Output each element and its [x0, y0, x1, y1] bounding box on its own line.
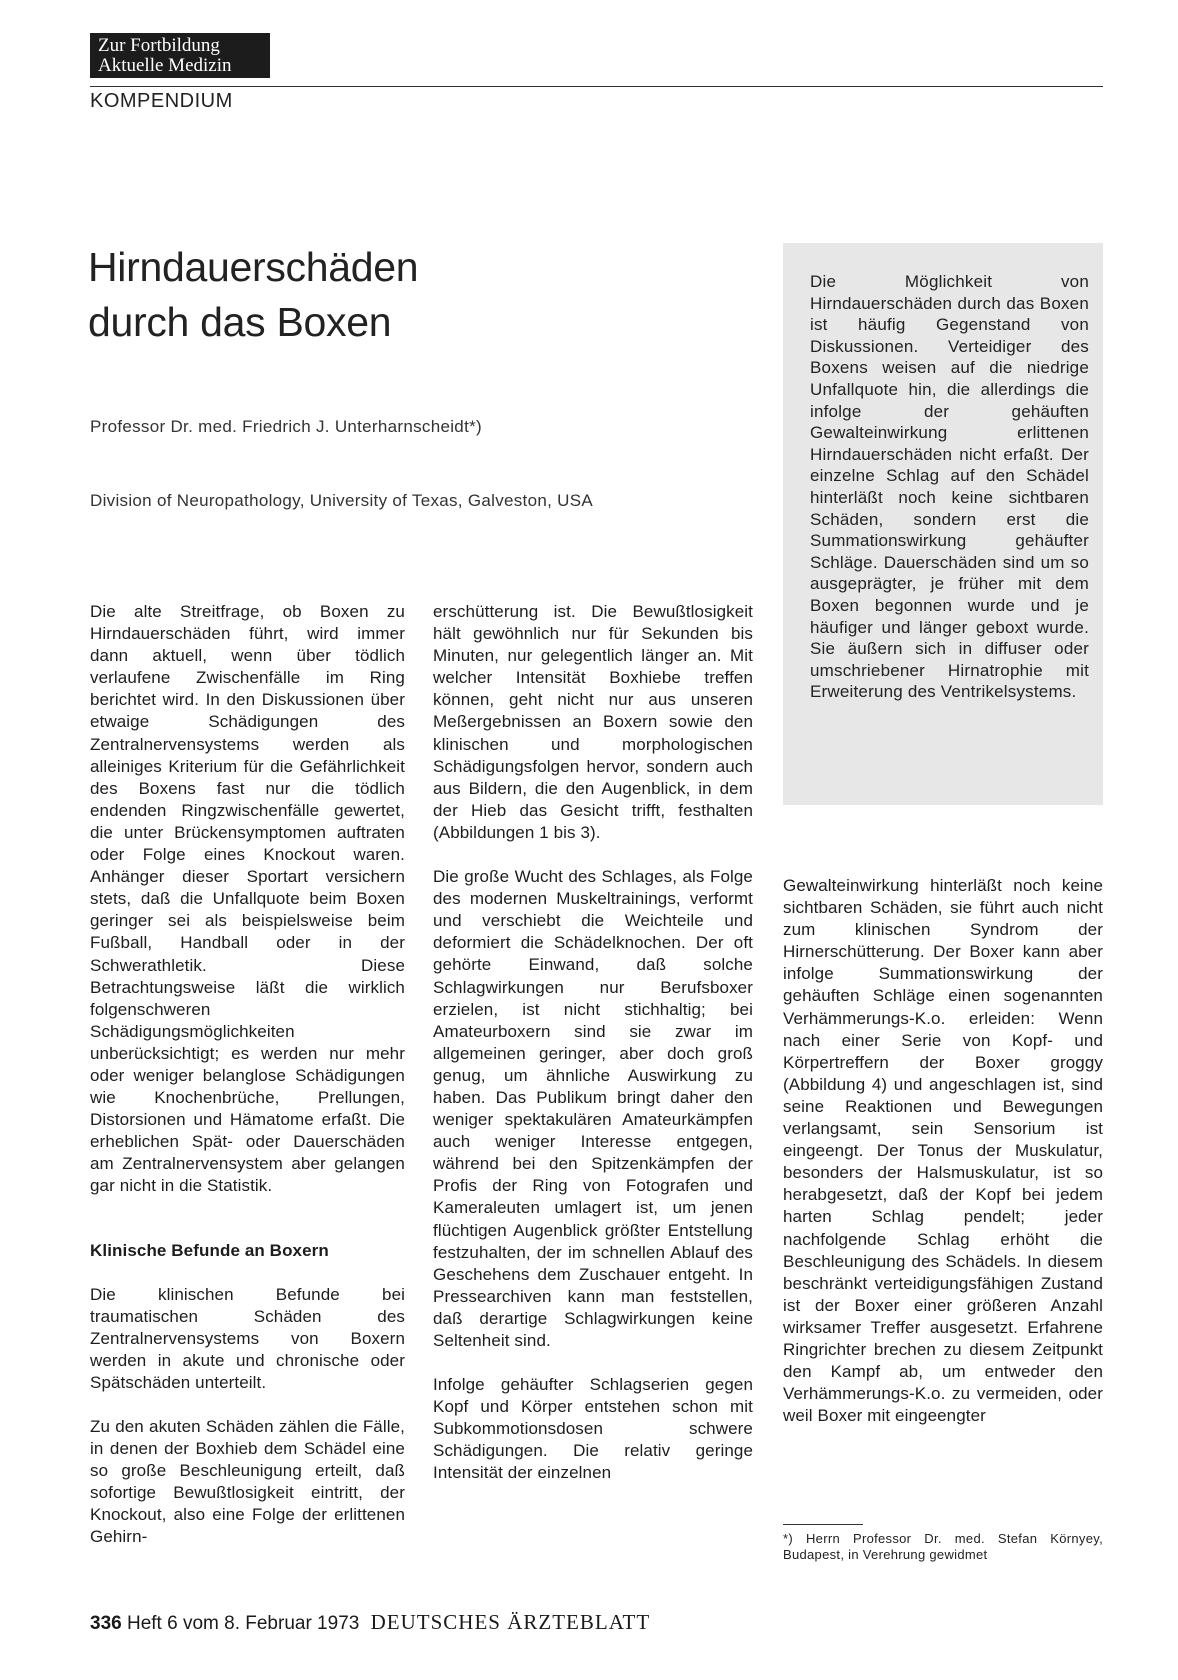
author-line: Professor Dr. med. Friedrich J. Unterharnscheidt*): [90, 417, 482, 436]
article-title: [88, 240, 418, 350]
section-label: KOMPENDIUM: [90, 90, 233, 112]
series-label-line2: Aktuelle Medizin: [98, 55, 232, 76]
header-rule: [90, 86, 1103, 87]
body-column-3: [783, 875, 1103, 1427]
body-column-1: [90, 601, 405, 1549]
body-column-2: [433, 601, 753, 1485]
abstract-text: Die Möglichkeit von Hirndauerschäden durch das Boxen ist häufig Gegenstand von Diskussionen. Verteidiger des Boxens weisen auf die niedrige Unfallquote hin, die allerdings die infolge der gehäuften Gewalteinwirkung erlittenen Hirndauerschäden nicht erfaßt. Der einzelne Schlag auf den Schädel hinterläßt noch keine sichtbaren Schäden, sondern erst die Summationswirkung gehäufter Schläge. Dauerschäden sind um so ausgeprägter, je früher mit dem Boxen begonnen wurde und je häufiger und länger geboxt wurde. Sie äußern sich in diffuser oder umschriebener Hirnatrophie mit Erweiterung des Ventrikelsystems.: [810, 272, 1089, 702]
page-footer: [90, 1610, 650, 1635]
journal-name: DEUTSCHES ÄRZTEBLATT: [370, 1610, 651, 1634]
footnote-rule: [783, 1524, 863, 1525]
paragraph: Die große Wucht des Schlages, als Folge des modernen Muskeltrainings, verformt und verschiebt die Weichteile und deformiert die Schädelknochen. Der oft gehörte Einwand, daß solche Schlagwirkungen nur Berufsboxer erzielen, ist nicht stichhaltig; bei Amateurboxern sind sie zwar im allgemeinen geringer, aber doch groß genug, um ähnliche Auswirkung zu haben. Das Publikum bringt daher den weniger spektakulären Amateurkämpfen auch weniger Interesse entgegen, während bei den Spitzenkämpfen der Profis der Ring von Fotografen und Kameraleuten umlagert ist, um jenen flüchtigen Augenblick größter Entstellung festzuhalten, der im schnellen Ablauf des Geschehens dem Zuschauer entgeht. In Pressearchiven kann man feststellen, daß derartige Schlagwirkungen keine Seltenheit sind.: [433, 867, 753, 1350]
paragraph: Die alte Streitfrage, ob Boxen zu Hirndauerschäden führt, wird immer dann aktuell, wenn über tödlich verlaufene Zwischenfälle im Ring berichtet wird. In den Diskussionen über etwaige Schädigungen des Zentralnervensystems werden als alleiniges Kriterium für die Gefährlichkeit des Boxens fast nur die tödlich endenden Ringzwischenfälle gewertet, die unter Brückensymptomen auftraten oder Folge eines Knockout waren. Anhänger dieser Sportart versichern stets, daß die Unfallquote beim Boxen geringer sei als beispielsweise beim Fußball, Handball oder in der Schwerathletik. Diese Betrachtungsweise läßt die wirklich folgenschweren Schädigungsmöglichkeiten unberücksichtigt; es werden nur mehr oder weniger belanglose Schädigungen wie Knochenbrüche, Prellungen, Distorsionen und Hämatome erfaßt. Die erheblichen Spät- oder Dauerschäden am Zentralnervensystem aber gelangen gar nicht in die Statistik.: [90, 602, 405, 1196]
affiliation-line: Division of Neuropathology, University of Texas, Galveston, USA: [90, 491, 593, 510]
section-heading: Klinische Befunde an Boxern: [90, 1240, 329, 1260]
paragraph: Zu den akuten Schäden zählen die Fälle, in denen der Boxhieb dem Schädel eine so große Beschleunigung erteilt, daß sofortige Bewußtlosigkeit eintritt, der Knockout, also eine Folge der erlittenen Gehirn-: [90, 1417, 405, 1547]
page-number: 336: [90, 1613, 122, 1634]
series-label-line1: Zur Fortbildung: [98, 35, 220, 56]
article-title-line2: durch das Boxen: [88, 299, 392, 345]
series-label: [90, 33, 270, 78]
abstract-box: [783, 243, 1103, 805]
paragraph: erschütterung ist. Die Bewußtlosigkeit hält gewöhnlich nur für Sekunden bis Minuten, nur gelegentlich länger an. Mit welcher Intensität Boxhiebe treffen können, geht nicht nur aus unseren Meßergebnissen an Boxern sowie den klinischen und morphologischen Schädigungsfolgen hervor, sondern auch aus Bildern, die den Augenblick, in dem der Hieb das Gesicht trifft, festhalten (Abbildungen 1 bis 3).: [433, 602, 753, 842]
footnote: *) Herrn Professor Dr. med. Stefan Környey, Budapest, in Verehrung gewidmet: [783, 1531, 1103, 1562]
paragraph: Gewalteinwirkung hinterläßt noch keine sichtbaren Schäden, sie führt auch nicht zum klinischen Syndrom der Hirnerschütterung. Der Boxer kann aber infolge Summationswirkung der gehäuften Schläge einen sogenannten Verhämmerungs-K.o. erleiden: Wenn nach einer Serie von Kopf- und Körpertreffern der Boxer groggy (Abbildung 4) und angeschlagen ist, sind seine Reaktionen und Bewegungen verlangsamt, sein Sensorium ist eingeengt. Der Tonus der Muskulatur, besonders der Halsmuskulatur, ist so herabgesetzt, daß der Kopf bei jedem harten Schlag pendelt; jeder nachfolgende Schlag erhöht die Beschleunigung des Schädels. In diesem beschränkt verteidigungsfähigen Zustand ist der Boxer einer größeren Anzahl wirksamer Treffer ausgesetzt. Erfahrene Ringrichter brechen zu diesem Zeitpunkt den Kampf ab, um entweder den Verhämmerungs-K.o. zu vermeiden, oder weil Boxer mit eingeengter: [783, 876, 1103, 1426]
issue-info: Heft 6 vom 8. Februar 1973: [126, 1613, 360, 1634]
article-title-line1: Hirndauerschäden: [88, 244, 419, 290]
paragraph: Infolge gehäufter Schlagserien gegen Kopf und Körper entstehen schon mit Subkommotionsdosen schwere Schädigungen. Die relativ geringe Intensität der einzelnen: [433, 1375, 753, 1483]
paragraph: Die klinischen Befunde bei traumatischen Schäden des Zentralnervensystems von Boxern werden in akute und chronische oder Spätschäden unterteilt.: [90, 1284, 405, 1392]
